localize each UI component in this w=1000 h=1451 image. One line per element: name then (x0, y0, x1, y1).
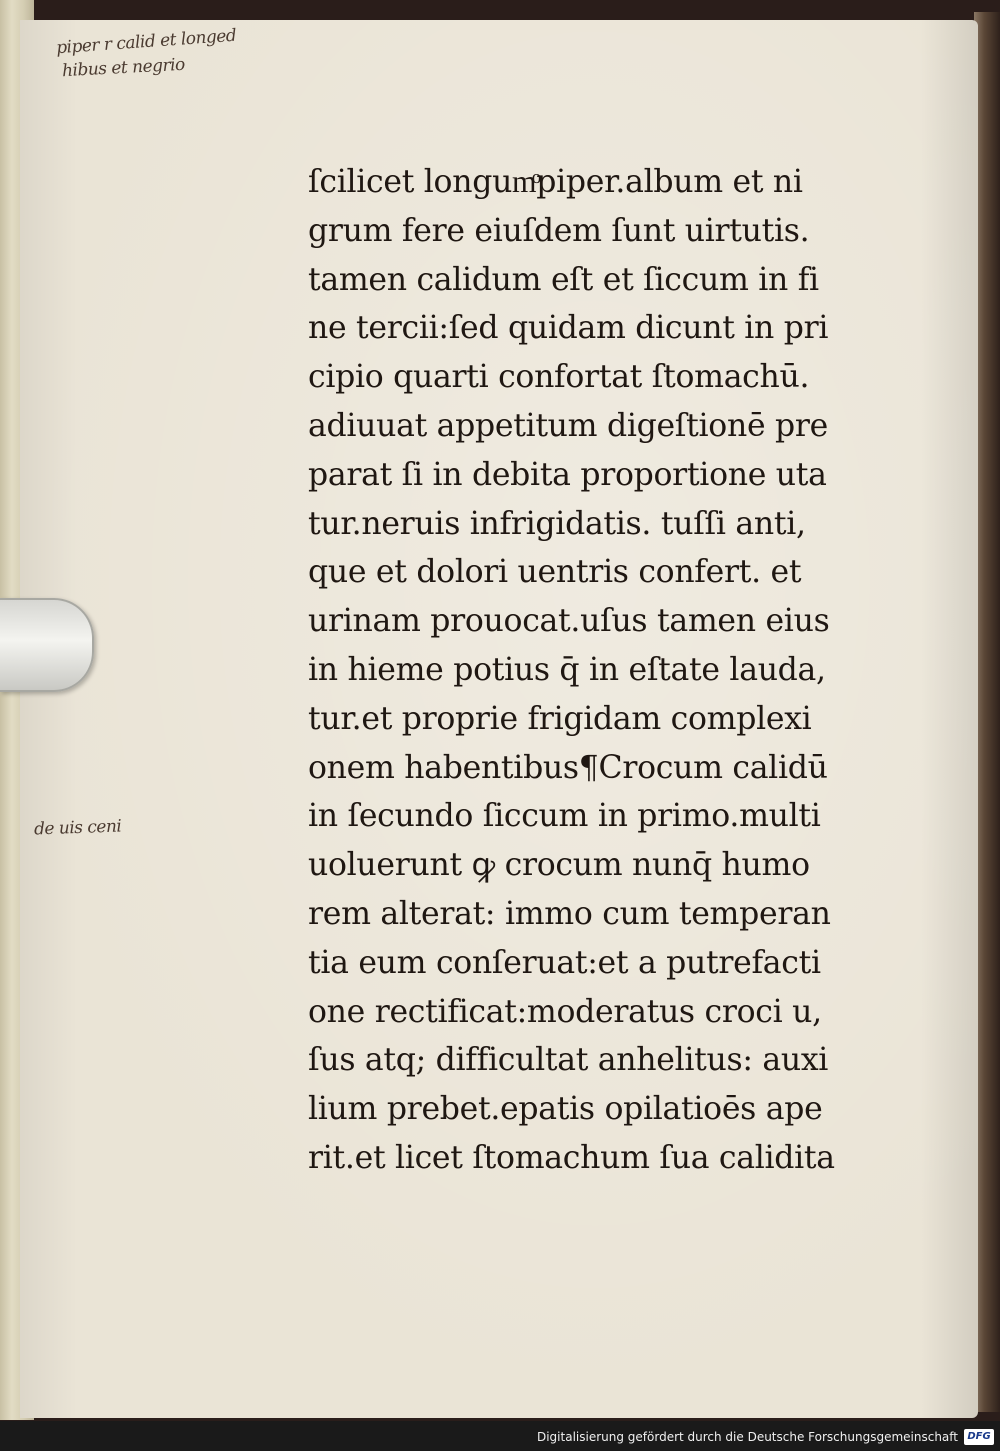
text-line: rit.et licet ſtomachum ſua calidita (308, 1139, 835, 1176)
footer-bar (0, 1421, 1000, 1451)
text-line: adiuuat appetitum digeſtionē pre (308, 407, 828, 444)
text-line: tia eum conſeruat:et a putrefacti (308, 944, 821, 981)
text-line: lium prebet.epatis opilatioēs ape (308, 1091, 823, 1128)
text-line: tamen calidum eſt et ſiccum in fi (308, 261, 819, 298)
text-line: que et dolori uentris confert. et (308, 554, 802, 591)
text-line: tur.et proprie frigidam complexi (308, 700, 812, 737)
text-line: tur.neruis infrigidatis. tuſſi anti, (308, 505, 806, 542)
text-line: in ſecundo ſiccum in primo.multi (308, 798, 821, 835)
dfg-logo: DFG (964, 1429, 994, 1445)
text-line: ſus atq; difficultat anhelitus: auxi (308, 1042, 829, 1079)
marginal-annotation-top-2: hibus et negrio (61, 54, 186, 82)
text-line: ſcilicet longumͦpiper.album et ni (308, 164, 803, 200)
digitization-credit: Digitalisierung gefördert durch die Deutsche Forschungsgemeinschaft (536, 1430, 958, 1444)
text-line: cipio quarti confortat ſtomachū. (308, 359, 810, 396)
text-line: one rectificat:moderatus croci u, (308, 993, 822, 1030)
marginal-annotation-side: de uis ceni (33, 816, 122, 840)
text-line: uoluerunt ꝙ crocum nunq̄ humo (308, 847, 810, 884)
main-text-block (308, 158, 868, 1183)
text-line: in hieme potius q̄ in eſtate lauda, (308, 651, 826, 688)
marginal-annotation-top-1: piper r calid et longed (55, 25, 237, 59)
text-line: ne tercii:ſed quidam dicunt in pri (308, 310, 829, 347)
text-line: rem alterat: immo cum temperan (308, 895, 831, 932)
text-line: urinam prouocat.uſus tamen eius (308, 603, 830, 640)
text-line: parat ſi in debita proportione uta (308, 456, 827, 493)
bookmark-clip (0, 598, 94, 692)
text-line: onem habentibus¶Crocum calidū (308, 749, 828, 786)
text-line: grum fere eiuſdem ſunt uirtutis. (308, 212, 810, 249)
